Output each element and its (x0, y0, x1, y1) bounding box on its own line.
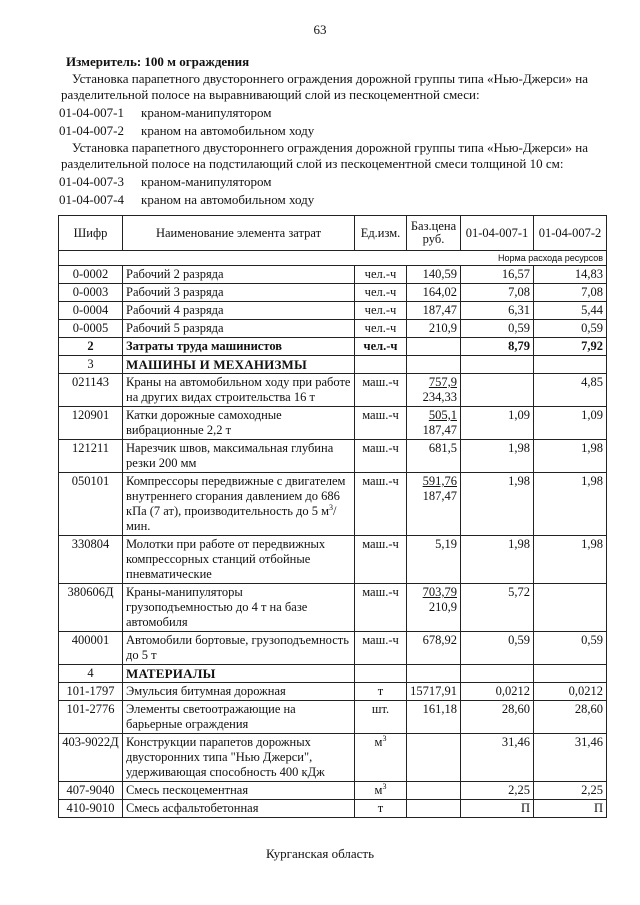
cell-norm-1: 1,98 (461, 536, 534, 584)
cell-norm-1: 2,25 (461, 782, 534, 800)
cell-unit (355, 338, 407, 356)
unit-text: маш.-ч (362, 474, 399, 488)
item-code: 01-04-007-1 (59, 105, 124, 120)
item-code: 01-04-007-2 (59, 123, 124, 138)
cell-norm-1: 0,0212 (461, 683, 534, 701)
name-text: Смесь асфальтобетонная (126, 801, 259, 815)
name-text: Компрессоры передвижные с двигателем внутреннего сгорания давлением до 686 кПа (7 ат), производительность до 5 м (126, 474, 346, 518)
name-text: Рабочий 4 разряда (126, 303, 224, 317)
cell-code: 021143 (59, 374, 123, 407)
cell-code: 2 (59, 338, 123, 356)
cell-empty (461, 665, 534, 683)
cell-norm-2: 31,46 (534, 734, 607, 782)
cell-code: 4 (59, 665, 123, 683)
cell-name (123, 338, 355, 356)
name-tail: /мин. (126, 504, 337, 533)
cell-empty (534, 356, 607, 374)
cell-name (123, 782, 355, 800)
unit-superscript: 3 (382, 781, 387, 791)
cell-norm-2: 7,92 (534, 338, 607, 356)
name-text: Рабочий 5 разряда (126, 321, 224, 335)
unit-text: т (377, 684, 384, 698)
unit-text: чел.-ч (364, 267, 397, 281)
table-row (59, 320, 607, 338)
table-row (59, 302, 607, 320)
cell-price (407, 782, 461, 800)
table-row (59, 701, 607, 734)
unit-text: чел.-ч (364, 303, 397, 317)
paragraph-2: Установка парапетного двустороннего ограждения дорожной группы типа «Нью-Джерси» на разделительной полосе на подстилающий слой из пескоцементной смеси толщиной 10 см: (61, 140, 588, 171)
header-unit: Ед.изм. (355, 216, 407, 251)
cell-code: 0-0005 (59, 320, 123, 338)
cell-price (407, 407, 461, 440)
cell-norm-2: 1,09 (534, 407, 607, 440)
cell-name (123, 683, 355, 701)
cell-unit (355, 536, 407, 584)
price-main: 161,18 (422, 702, 457, 716)
unit-text: маш.-ч (362, 537, 399, 551)
cell-name (123, 407, 355, 440)
table-row (59, 473, 607, 536)
name-text: Катки дорожные самоходные вибрационные 2,2 т (126, 408, 282, 437)
cell-name (123, 584, 355, 632)
table-header-row (59, 216, 607, 251)
cell-price (407, 701, 461, 734)
cell-name (123, 536, 355, 584)
cell-unit (355, 266, 407, 284)
cell-norm-1: 8,79 (461, 338, 534, 356)
unit-superscript: 3 (382, 733, 387, 743)
cell-norm-1 (461, 374, 534, 407)
unit-text: маш.-ч (362, 585, 399, 599)
cell-price (407, 632, 461, 665)
cell-unit (355, 683, 407, 701)
price-secondary: 187,47 (422, 489, 457, 503)
cell-unit (355, 800, 407, 818)
cell-price (407, 284, 461, 302)
item-text: краном-манипулятором (141, 105, 272, 120)
header-name: Наименование элемента затрат (123, 216, 355, 251)
item-01-04-007-2 (59, 123, 314, 139)
cell-name (123, 734, 355, 782)
table-row (59, 407, 607, 440)
cell-norm-2: 2,25 (534, 782, 607, 800)
cell-empty (407, 665, 461, 683)
table-row (59, 374, 607, 407)
cell-norm-2: 0,59 (534, 632, 607, 665)
cell-norm-1: П (461, 800, 534, 818)
item-code: 01-04-007-4 (59, 192, 124, 207)
section-row (59, 356, 607, 374)
name-text: Краны-манипуляторы грузоподъемностью до 4 т на базе автомобиля (126, 585, 308, 629)
cell-price (407, 536, 461, 584)
cell-norm-2: 0,59 (534, 320, 607, 338)
cell-price (407, 473, 461, 536)
unit-text: т (377, 801, 384, 815)
name-text: Молотки при работе от передвижных компрессорных станций отбойные пневматические (126, 537, 326, 581)
name-text: Автомобили бортовые, грузоподъемность до 5 т (126, 633, 349, 662)
name-text: Рабочий 2 разряда (126, 267, 224, 281)
cell-norm-2: 1,98 (534, 440, 607, 473)
cell-norm-1: 1,98 (461, 473, 534, 536)
header-code: Шифр (59, 216, 123, 251)
cell-code: 0-0002 (59, 266, 123, 284)
price-secondary: 187,47 (422, 423, 457, 437)
unit-text: маш.-ч (362, 375, 399, 389)
price-main: 5,19 (435, 537, 457, 551)
cell-norm-1: 1,09 (461, 407, 534, 440)
price-main: 505,1 (428, 408, 457, 422)
cell-name (123, 374, 355, 407)
name-text: Эмульсия битумная дорожная (126, 684, 286, 698)
table-row (59, 536, 607, 584)
cell-norm-2: 4,85 (534, 374, 607, 407)
cell-name (123, 701, 355, 734)
cell-norm-2: П (534, 800, 607, 818)
price-main: 210,9 (428, 321, 457, 335)
cell-name (123, 800, 355, 818)
table-row (59, 632, 607, 665)
cell-code: 120901 (59, 407, 123, 440)
cell-norm-2: 28,60 (534, 701, 607, 734)
name-text: Рабочий 3 разряда (126, 285, 224, 299)
table-row (59, 782, 607, 800)
cell-unit (355, 440, 407, 473)
cell-norm-1: 0,59 (461, 320, 534, 338)
table-row (59, 338, 607, 356)
norm-row (59, 251, 607, 266)
cell-unit (355, 473, 407, 536)
cell-price (407, 734, 461, 782)
name-text: Нарезчик швов, максимальная глубина резки 200 мм (126, 441, 334, 470)
cell-code: 3 (59, 356, 123, 374)
cell-norm-2: 5,44 (534, 302, 607, 320)
unit-text: маш.-ч (362, 408, 399, 422)
table-row (59, 284, 607, 302)
cell-norm-1: 6,31 (461, 302, 534, 320)
norm-label: Норма расхода ресурсов (59, 251, 607, 266)
resource-table (58, 215, 607, 818)
cell-name (123, 266, 355, 284)
unit-text: чел.-ч (364, 321, 397, 335)
item-text: краном на автомобильном ходу (141, 192, 315, 207)
item-text: краном-манипулятором (141, 174, 272, 189)
cell-norm-2: 7,08 (534, 284, 607, 302)
cell-unit (355, 632, 407, 665)
page-number: 63 (313, 22, 327, 37)
price-secondary: 234,33 (422, 390, 457, 404)
cell-code: 410-9010 (59, 800, 123, 818)
cell-price (407, 584, 461, 632)
unit-text: чел.-ч (364, 285, 397, 299)
unit-text: маш.-ч (362, 633, 399, 647)
name-text: Смесь пескоцементная (126, 783, 249, 797)
price-secondary: 210,9 (428, 600, 457, 614)
cell-code: 380606Д (59, 584, 123, 632)
unit-text: шт. (371, 702, 390, 716)
cell-norm-2: 14,83 (534, 266, 607, 284)
cell-name: МАШИНЫ И МЕХАНИЗМЫ (123, 356, 355, 374)
cell-norm-1: 5,72 (461, 584, 534, 632)
cell-norm-1: 16,57 (461, 266, 534, 284)
cell-name (123, 302, 355, 320)
cell-unit (355, 782, 407, 800)
cell-code: 121211 (59, 440, 123, 473)
item-01-04-007-3 (59, 174, 272, 190)
cell-price (407, 374, 461, 407)
header-price: Баз.цена руб. (407, 216, 461, 251)
table-row (59, 584, 607, 632)
cell-norm-2: 1,98 (534, 536, 607, 584)
unit-text: м (374, 735, 383, 749)
cell-unit (355, 284, 407, 302)
cell-unit (355, 701, 407, 734)
cell-norm-2: 1,98 (534, 473, 607, 536)
item-code: 01-04-007-3 (59, 174, 124, 189)
cell-unit (355, 734, 407, 782)
name-text: Элементы светоотражающие на барьерные ограждения (126, 702, 296, 731)
name-text: Конструкции парапетов дорожных двусторонних типа "Нью Джерси", удерживающая способность 400 кДж (126, 735, 325, 779)
cell-price (407, 320, 461, 338)
price-main: 678,92 (422, 633, 457, 647)
cell-code: 0-0004 (59, 302, 123, 320)
cell-name (123, 440, 355, 473)
table-row (59, 440, 607, 473)
name-superscript: 3 (329, 502, 334, 512)
name-text: Затраты труда машинистов (126, 339, 283, 353)
price-main: 15717,91 (410, 684, 457, 698)
unit-text: чел.-ч (363, 339, 398, 353)
footer-region: Курганская область (265, 846, 375, 861)
cell-unit (355, 320, 407, 338)
cell-name (123, 284, 355, 302)
price-main: 757,9 (428, 375, 457, 389)
price-main: 187,47 (422, 303, 457, 317)
cell-unit (355, 407, 407, 440)
price-main: 591,76 (422, 474, 457, 488)
cell-empty (534, 665, 607, 683)
cell-unit (355, 302, 407, 320)
cell-code: 400001 (59, 632, 123, 665)
unit-text: м (374, 783, 383, 797)
cell-norm-1: 28,60 (461, 701, 534, 734)
cell-norm-1: 0,59 (461, 632, 534, 665)
header-col1: 01-04-007-1 (461, 216, 534, 251)
table-row (59, 800, 607, 818)
cell-code: 101-2776 (59, 701, 123, 734)
cell-price (407, 338, 461, 356)
price-main: 140,59 (422, 267, 457, 281)
name-text: Краны на автомобильном ходу при работе на других видах строительства 16 т (126, 375, 351, 404)
price-main: 681,5 (428, 441, 457, 455)
cell-price (407, 266, 461, 284)
cell-empty (355, 356, 407, 374)
cell-empty (461, 356, 534, 374)
paragraph-1: Установка парапетного двустороннего ограждения дорожной группы типа «Нью-Джерси» на разделительной полосе на выравнивающий слой из пескоцементной смеси: (61, 71, 588, 102)
cell-code: 403-9022Д (59, 734, 123, 782)
section-row (59, 665, 607, 683)
table-row (59, 734, 607, 782)
item-01-04-007-1 (59, 105, 272, 121)
cell-empty (355, 665, 407, 683)
cell-price (407, 302, 461, 320)
cell-name: МАТЕРИАЛЫ (123, 665, 355, 683)
cell-norm-2 (534, 584, 607, 632)
cell-norm-1: 7,08 (461, 284, 534, 302)
cell-price (407, 683, 461, 701)
cell-name (123, 632, 355, 665)
table-row (59, 683, 607, 701)
cell-unit (355, 584, 407, 632)
item-text: краном на автомобильном ходу (141, 123, 315, 138)
cell-code: 330804 (59, 536, 123, 584)
cell-code: 101-1797 (59, 683, 123, 701)
cell-code: 050101 (59, 473, 123, 536)
cell-code: 0-0003 (59, 284, 123, 302)
header-col2: 01-04-007-2 (534, 216, 607, 251)
measure-heading: Измеритель: 100 м ограждения (66, 54, 250, 69)
cell-empty (407, 356, 461, 374)
cell-norm-1: 1,98 (461, 440, 534, 473)
cell-name (123, 473, 355, 536)
cell-norm-1: 31,46 (461, 734, 534, 782)
unit-text: маш.-ч (362, 441, 399, 455)
cell-code: 407-9040 (59, 782, 123, 800)
price-main: 703,79 (422, 585, 457, 599)
table-row (59, 266, 607, 284)
cell-price (407, 800, 461, 818)
cell-norm-2: 0,0212 (534, 683, 607, 701)
cell-price (407, 440, 461, 473)
price-main: 164,02 (422, 285, 457, 299)
item-01-04-007-4 (59, 192, 314, 208)
cell-unit (355, 374, 407, 407)
cell-name (123, 320, 355, 338)
